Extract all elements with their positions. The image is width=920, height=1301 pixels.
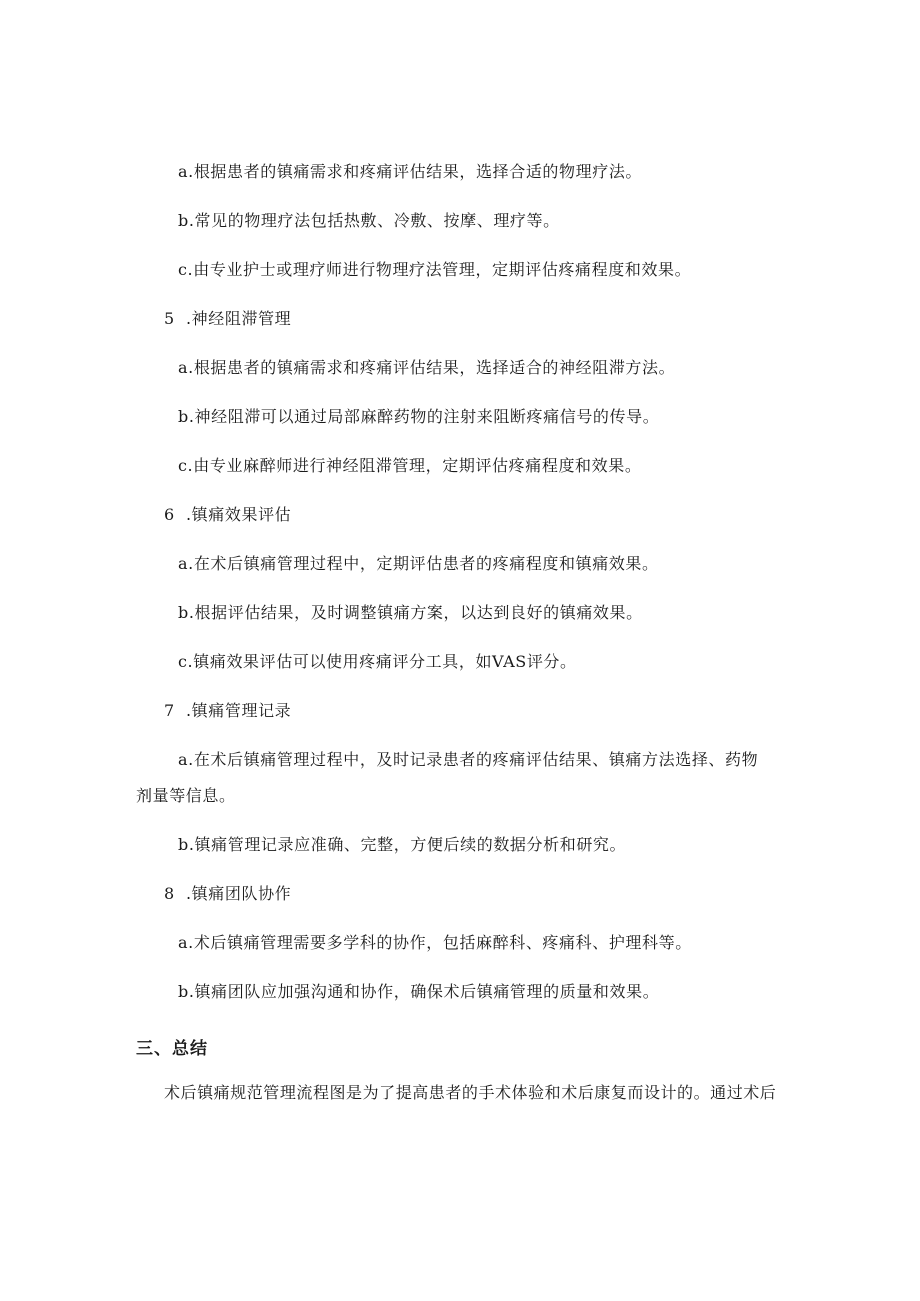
section-6-item-a: a.在术后镇痛管理过程中，定期评估患者的疼痛程度和镇痛效果。 bbox=[178, 554, 659, 573]
section-5-item-b: b.神经阻滞可以通过局部麻醉药物的注射来阻断疼痛信号的传导。 bbox=[178, 407, 660, 426]
section-7-number: 7 bbox=[164, 701, 175, 720]
section-7-item-a: a.在术后镇痛管理过程中，及时记录患者的疼痛评估结果、镇痛方法选择、药物 bbox=[178, 750, 759, 769]
section-5-number: 5 bbox=[164, 309, 175, 328]
section-8-title: .镇痛团队协作 bbox=[186, 884, 292, 903]
section-5-title: .神经阻滞管理 bbox=[186, 309, 292, 328]
physical-therapy-item-a: a.根据患者的镇痛需求和疼痛评估结果，选择合适的物理疗法。 bbox=[178, 162, 643, 181]
section-7-title: .镇痛管理记录 bbox=[186, 701, 292, 720]
section-5-heading bbox=[164, 309, 291, 329]
section-6-number: 6 bbox=[164, 505, 175, 524]
physical-therapy-item-c: c.由专业护士或理疗师进行物理疗法管理，定期评估疼痛程度和效果。 bbox=[178, 260, 692, 279]
section-5-item-c: c.由专业麻醉师进行神经阻滞管理，定期评估疼痛程度和效果。 bbox=[178, 456, 642, 475]
section-7-heading bbox=[164, 701, 291, 721]
summary-paragraph: 术后镇痛规范管理流程图是为了提高患者的手术体验和术后康复而设计的。通过术后 bbox=[164, 1083, 777, 1102]
section-6-heading bbox=[164, 505, 291, 525]
physical-therapy-item-b: b.常见的物理疗法包括热敷、冷敷、按摩、理疗等。 bbox=[178, 211, 560, 230]
section-6-title: .镇痛效果评估 bbox=[186, 505, 292, 524]
section-8-item-a: a.术后镇痛管理需要多学科的协作，包括麻醉科、疼痛科、护理科等。 bbox=[178, 933, 692, 952]
section-7-item-a-continuation: 剂量等信息。 bbox=[136, 786, 236, 805]
section-5-item-a: a.根据患者的镇痛需求和疼痛评估结果，选择适合的神经阻滞方法。 bbox=[178, 358, 676, 377]
section-7-item-b: b.镇痛管理记录应准确、完整，方便后续的数据分析和研究。 bbox=[178, 835, 627, 854]
section-6-item-b: b.根据评估结果，及时调整镇痛方案，以达到良好的镇痛效果。 bbox=[178, 603, 643, 622]
section-8-item-b: b.镇痛团队应加强沟通和协作，确保术后镇痛管理的质量和效果。 bbox=[178, 982, 660, 1001]
summary-title: 三、总结 bbox=[136, 1039, 208, 1059]
section-6-item-c: c.镇痛效果评估可以使用疼痛评分工具，如VAS评分。 bbox=[178, 652, 577, 671]
section-8-heading bbox=[164, 884, 291, 904]
section-8-number: 8 bbox=[164, 884, 175, 903]
